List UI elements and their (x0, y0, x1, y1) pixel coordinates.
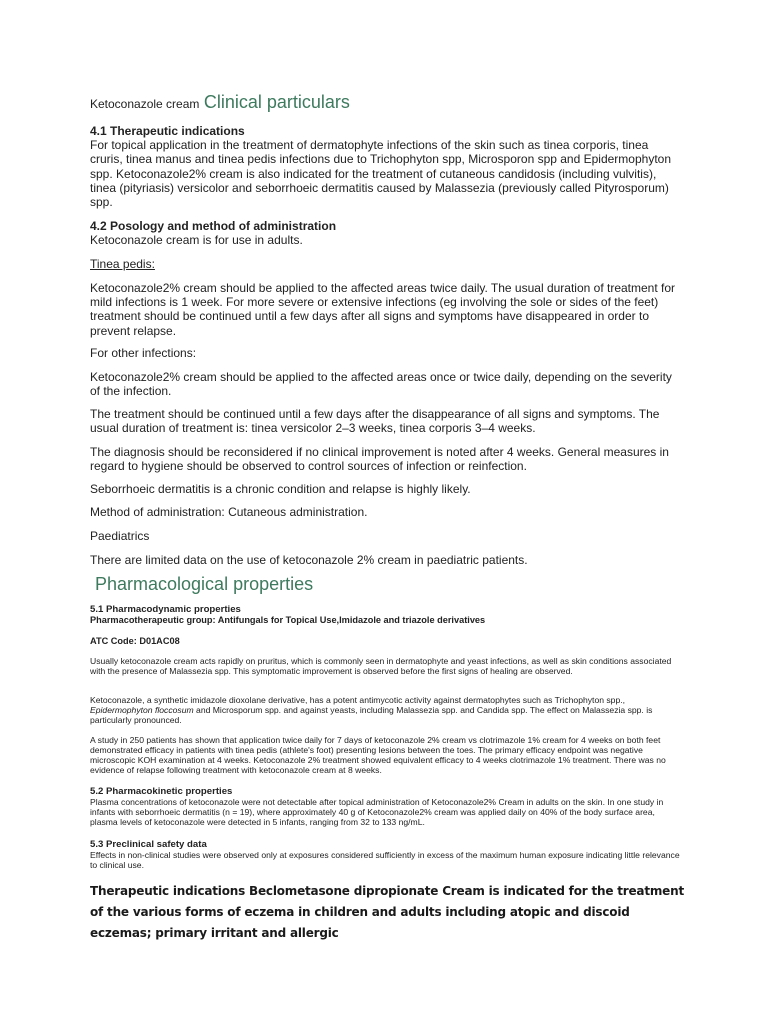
text-5-1-p1: Usually ketoconazole cream acts rapidly on pruritus, which is commonly seen in dermatophyte and yeast infections, as well as skin conditions associated with the presence of Malassezia spp. This symptomatic improvement is observed before the first signs of healing are observed. (90, 656, 672, 677)
label-paediatrics: Paediatrics (90, 529, 150, 543)
text-other-infections: Ketoconazole2% cream should be applied to the affected areas once or twice daily, depending on the severity of the infection. (90, 370, 672, 399)
text-5-1-p2-italic: Epidermophyton floccosum (90, 705, 194, 716)
section-title-clinical: Clinical particulars (203, 92, 350, 112)
label-tinea-pedis: Tinea pedis: (90, 257, 155, 271)
heading-5-2: 5.2 Pharmacokinetic properties (90, 786, 233, 797)
text-5-3: Effects in non-clinical studies were observed only at exposures considered sufficiently in excess of the maximum human exposure indicating little relevance to clinical use. (90, 850, 680, 871)
label-other-infections: For other infections: (90, 346, 197, 360)
text-method: Method of administration: Cutaneous administration. (90, 505, 368, 519)
heading-4-2: 4.2 Posology and method of administration (90, 219, 337, 233)
heading-5-1: 5.1 Pharmacodynamic properties (90, 604, 241, 615)
text-seborrhoeic: Seborrhoeic dermatitis is a chronic condition and relapse is highly likely. (90, 482, 471, 496)
text-paediatrics: There are limited data on the use of ketoconazole 2% cream in paediatric patients. (90, 553, 528, 567)
text-5-1-p2-a: Ketoconazole, a synthetic imidazole dioxolane derivative, has a potent antimycotic activity against dermatophytes such as Trichophyton spp., (90, 695, 626, 705)
heading-5-3: 5.3 Preclinical safety data (90, 839, 207, 850)
section-5-2 (90, 787, 680, 827)
text-atc-code: ATC Code: D01AC08 (90, 636, 180, 646)
heading-4-1: 4.1 Therapeutic indications (90, 124, 245, 138)
text-4-2-intro: Ketoconazole cream is for use in adults. (90, 233, 303, 248)
section-4-1 (90, 124, 680, 209)
section-5-1-header (90, 605, 680, 625)
text-pharmacotherapeutic-group: Pharmacotherapeutic group: Antifungals for Topical Use,Imidazole and triazole derivatives (90, 615, 486, 626)
text-5-2: Plasma concentrations of ketoconazole were not detectable after topical administration of Ketoconazole2% Cream in adults on the skin. In one study in infants with seborrhoeic dermatitis (n = 19), where approximately 40 g of Ketoconazole2% cream was applied daily on 40% of the body surface area, plasma levels of ketoconazole were detected in 5 infants, ranging from 32 to 133 ng/mL. (90, 797, 664, 828)
text-5-1-p2-b: and Microsporum spp. and against yeasts, including Malassezia spp. and Candida spp. The effect on Malassezia spp. is particularly pronounced. (90, 705, 653, 726)
text-diagnosis: The diagnosis should be reconsidered if no clinical improvement is noted after 4 weeks. General measures in regard to hygiene should be observed to control sources of infection or reinfection. (90, 445, 669, 474)
text-beclometasone-indications: Therapeutic indications Beclometasone dipropionate Cream is indicated for the treatment of the various forms of eczema in children and adults including atopic and discoid eczemas; primary irritant and allergic (90, 884, 684, 940)
section-5-3 (90, 840, 680, 870)
section-4-2 (90, 219, 680, 247)
text-duration: The treatment should be continued until a few days after the disappearance of all signs and symptoms. The usual duration of treatment is: tinea versicolor 2–3 weeks, tinea corporis 3–4 weeks. (90, 407, 660, 436)
section-title-pharmacological: Pharmacological properties (95, 574, 314, 594)
document-header (90, 92, 350, 113)
text-4-1: For topical application in the treatment of dermatophyte infections of the skin such as tinea corporis, tinea cruris, tinea manus and tinea pedis infections due to Trichophyton spp, Microsporon spp and Epidermophyton spp. Ketoconazole2% cream is also indicated for the treatment of cutaneous candidosis (including vulvitis), tinea (pityriasis) versicolor and seborrhoeic dermatitis caused by Malassezia (previously called Pityrosporum) spp. (90, 138, 672, 210)
text-tinea-pedis: Ketoconazole2% cream should be applied to the affected areas twice daily. The usual duration of treatment for mild infections is 1 week. For more severe or extensive infections (eg involving the sole or sides of the feet) treatment should be continued until a few days after all signs and symptoms have disappeared in order to prevent relapse. (90, 281, 676, 338)
text-5-1-p3: A study in 250 patients has shown that application twice daily for 7 days of ketoconazole 2% cream vs clotrimazole 1% cream for 4 weeks on both feet demonstrated efficacy in patients with tinea pedis (athlete's foot) presenting lesions between the toes. The primary efficacy endpoint was negative microscopic KOH examination at 4 weeks. Ketoconazole 2% treatment showed equivalent efficacy to 4 weeks clotrimazole 1% treatment. There was no evidence of relapse following treatment with ketoconazole cream at 8 weeks. (90, 735, 666, 776)
text-5-1-p2 (90, 695, 680, 725)
header-lead: Ketoconazole cream (90, 97, 200, 111)
